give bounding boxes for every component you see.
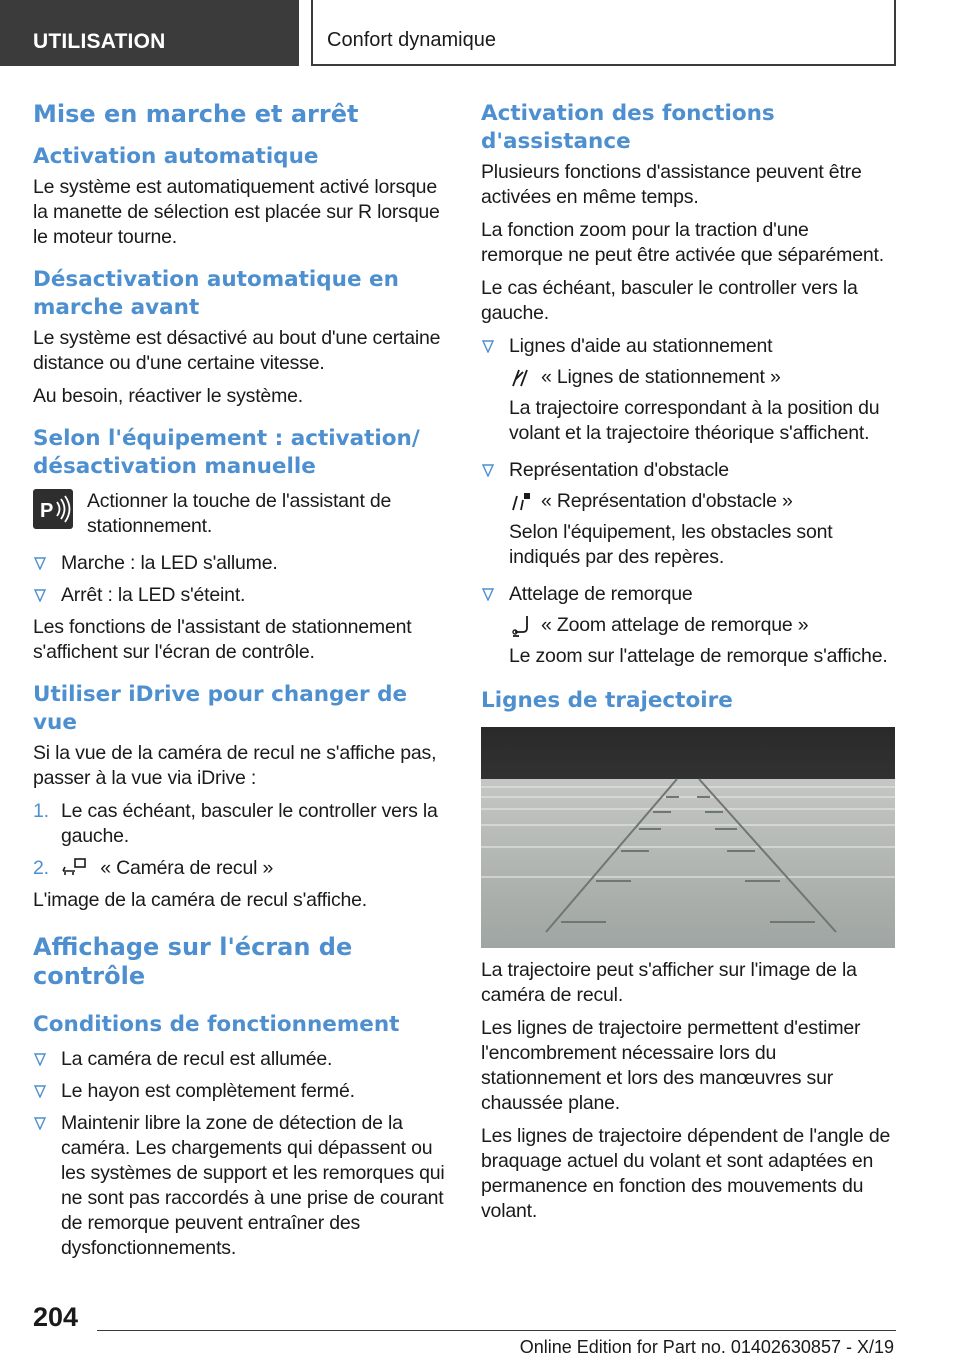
assist-functions-list (481, 334, 893, 669)
paragraph: L'image de la caméra de recul s'affiche. (33, 889, 368, 911)
trajectory-lines-image (481, 727, 895, 948)
heading-activation-auto: Activation automatique (33, 144, 319, 169)
paragraph: La fonction zoom pour la traction d'une remorque ne peut être activée que séparément. (481, 219, 884, 266)
paragraph: Les fonctions de l'assistant de stationnement s'affichent sur l'écran de contrôle. (33, 616, 412, 663)
pdc-instruction (33, 489, 445, 539)
parking-assistant-button-icon (33, 489, 73, 529)
footer-divider (97, 1330, 896, 1331)
list-item: Marche : la LED s'allume. (33, 551, 445, 576)
paragraph: Actionner la touche de l'assistant de stationnement. (87, 490, 392, 537)
list-item: Lignes d'aide au stationnement « Lignes de stationnement » La trajectoire correspondant à la position du volant et la trajectoire théorique s'affichent. (481, 334, 893, 446)
parking-lines-icon (509, 366, 533, 390)
chapter-title: Confort dynamique (311, 0, 896, 66)
list-item: 1. Le cas échéant, basculer le controller vers la gauche. (33, 800, 438, 847)
heading-lignes-trajectoire: Lignes de trajectoire (481, 688, 733, 713)
heading-activation-fonctions: Activation des fonctions d'assistance (481, 101, 775, 154)
right-column (481, 100, 893, 1232)
steps-list (33, 799, 445, 881)
heading-mise-en-marche: Mise en marche et arrêt (33, 100, 359, 128)
bullet-triangle-icon (34, 589, 46, 602)
conditions-list (33, 1047, 445, 1261)
paragraph: Le système est automatiquement activé lorsque la manette de sélection est placée sur R lorsque le moteur tourne. (33, 176, 440, 248)
bullet-triangle-icon (482, 340, 494, 353)
bullet-triangle-icon (34, 1085, 46, 1098)
bullet-triangle-icon (482, 588, 494, 601)
list-item: Arrêt : la LED s'éteint. (33, 583, 445, 608)
paragraph: Plusieurs fonctions d'assistance peuvent être activées en même temps. (481, 161, 862, 208)
bullet-triangle-icon (34, 557, 46, 570)
list-item: Le hayon est complètement fermé. (33, 1079, 445, 1104)
paragraph: La trajectoire peut s'afficher sur l'image de la caméra de recul. (481, 959, 857, 1006)
paragraph: Le système est désactivé au bout d'une certaine distance ou d'une certaine vitesse. (33, 327, 441, 374)
edition-text: Online Edition for Part no. 01402630857 - X/19 (519, 1337, 894, 1357)
led-list (33, 551, 445, 608)
list-item: Représentation d'obstacle « Représentation d'obstacle » Selon l'équipement, les obstacles sont indiqués par des repères. (481, 458, 893, 570)
paragraph: Si la vue de la caméra de recul ne s'affiche pas, passer à la vue via iDrive : (33, 742, 437, 789)
bullet-triangle-icon (34, 1053, 46, 1066)
paragraph: Les lignes de trajectoire dépendent de l'angle de braquage actuel du volant et sont adaptées en permanence en fonction des mouvements du volant. (481, 1125, 891, 1222)
paragraph: Le cas échéant, basculer le controller vers la gauche. (481, 277, 858, 324)
list-item: La caméra de recul est allumée. (33, 1047, 445, 1072)
list-item: Maintenir libre la zone de détection de la caméra. Les chargements qui dépassent ou les systèmes de support et les remorques qui ne sont pas raccordés à une prise de courant de remorque peuvent entraîner des dysfonctionnements. (33, 1111, 445, 1261)
heading-desactivation-auto: Désactivation automatique en marche avant (33, 267, 399, 320)
svg-text:P: P (40, 500, 54, 522)
heading-affichage: Affichage sur l'écran de contrôle (33, 933, 353, 990)
paragraph: Au besoin, réactiver le système. (33, 385, 303, 407)
obstacle-icon (509, 490, 533, 514)
page-number: 204 (33, 1302, 79, 1332)
rear-camera-icon (61, 857, 87, 877)
list-item: 2. « Caméra de recul » (33, 857, 274, 879)
left-column (33, 100, 445, 1268)
trailer-hitch-icon (509, 614, 533, 638)
bullet-triangle-icon (34, 1117, 46, 1130)
list-item: Attelage de remorque « Zoom attelage de remorque » Le zoom sur l'attelage de remorque s'affiche. (481, 582, 893, 669)
heading-idrive: Utiliser iDrive pour changer de vue (33, 682, 408, 735)
paragraph: Les lignes de trajectoire permettent d'estimer l'encombrement nécessaire lors du stationnement et lors des manœuvres sur chaussée plane. (481, 1017, 861, 1114)
heading-conditions: Conditions de fonctionnement (33, 1012, 400, 1037)
heading-manuel: Selon l'équipement : activation/ désactivation manuelle (33, 426, 420, 479)
bullet-triangle-icon (482, 464, 494, 477)
section-title: UTILISATION (0, 0, 299, 66)
page-header (0, 0, 960, 66)
